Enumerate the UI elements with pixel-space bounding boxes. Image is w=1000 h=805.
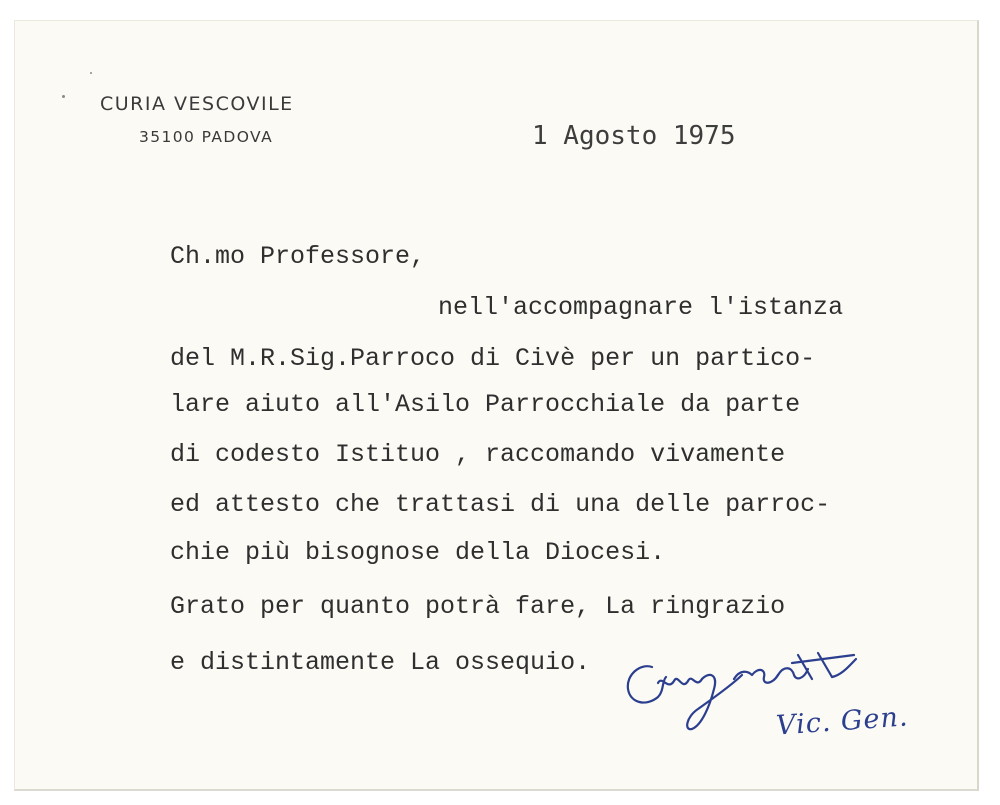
body-line: ed attesto che trattasi di una delle parroc- (170, 490, 831, 519)
letterhead-title: CURIA VESCOVILE (100, 93, 294, 115)
signature-stroke (687, 675, 742, 729)
body-line: del M.R.Sig.Parroco di Civè per un partico- (170, 344, 816, 373)
paper-speck (62, 95, 65, 98)
body-line: e distintamente La ossequio. (170, 648, 591, 677)
letterhead-city: 35100 PADOVA (139, 128, 274, 146)
signature-stroke (778, 668, 808, 678)
body-line: lare aiuto all'Asilo Parrocchiale da parte (170, 390, 801, 419)
salutation: Ch.mo Professore, (170, 242, 426, 271)
body-line: di codesto Istituo , raccomando vivamente (170, 440, 786, 469)
signature-stroke (628, 666, 666, 702)
letter-date: 1 Agosto 1975 (532, 121, 736, 151)
body-line: Grato per quanto potrà fare, La ringrazio (170, 592, 786, 621)
signature-title: Vic. Gen. (775, 701, 910, 742)
paper-speck (90, 72, 92, 74)
signature-stroke (832, 659, 856, 677)
body-line: chie più bisognose della Diocesi. (170, 538, 666, 567)
signature-stroke (818, 653, 832, 677)
body-line: nell'accompagnare l'istanza (438, 293, 844, 322)
